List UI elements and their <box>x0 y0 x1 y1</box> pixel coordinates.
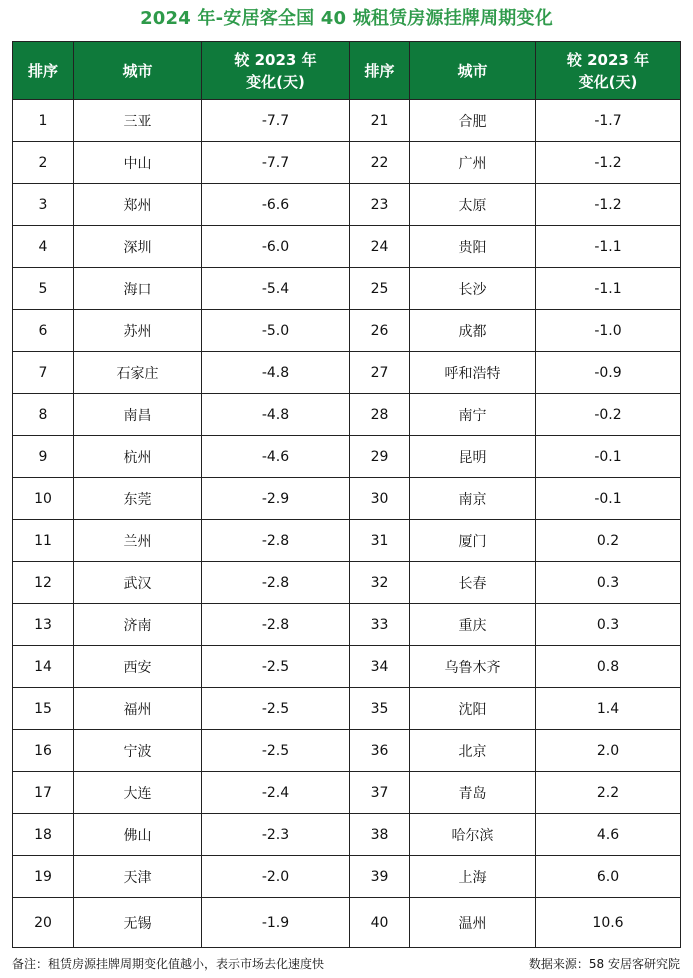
city-right-cell: 温州 <box>410 898 536 948</box>
city-right-cell: 上海 <box>410 856 536 898</box>
rank-left-cell: 13 <box>13 604 74 646</box>
change-left-cell: -2.0 <box>202 856 350 898</box>
city-right-cell: 长沙 <box>410 268 536 310</box>
header-change-line2: 变化(天) <box>246 72 305 91</box>
table-row <box>13 814 681 856</box>
change-right-cell: -0.1 <box>536 478 681 520</box>
rank-left-cell: 7 <box>13 352 74 394</box>
rank-right-cell: 37 <box>350 772 410 814</box>
rank-left-cell: 20 <box>13 898 74 948</box>
city-left-cell: 中山 <box>74 142 202 184</box>
rank-right-cell: 23 <box>350 184 410 226</box>
city-right-cell: 南宁 <box>410 394 536 436</box>
rank-right-cell: 31 <box>350 520 410 562</box>
change-left-cell: -2.5 <box>202 646 350 688</box>
table-row <box>13 520 681 562</box>
rank-right-cell: 33 <box>350 604 410 646</box>
city-right-cell: 哈尔滨 <box>410 814 536 856</box>
rank-right-cell: 25 <box>350 268 410 310</box>
change-right-cell: -0.2 <box>536 394 681 436</box>
rank-left-cell: 16 <box>13 730 74 772</box>
header-change-line1: 较 2023 年 <box>566 50 650 69</box>
change-left-cell: -2.3 <box>202 814 350 856</box>
change-left-cell: -2.9 <box>202 478 350 520</box>
header-city-right: 城市 <box>410 42 536 100</box>
rank-left-cell: 10 <box>13 478 74 520</box>
header-city-left: 城市 <box>74 42 202 100</box>
rank-left-cell: 15 <box>13 688 74 730</box>
change-left-cell: -2.5 <box>202 730 350 772</box>
change-left-cell: -4.8 <box>202 352 350 394</box>
change-right-cell: 2.0 <box>536 730 681 772</box>
city-right-cell: 南京 <box>410 478 536 520</box>
rank-right-cell: 39 <box>350 856 410 898</box>
table-row <box>13 142 681 184</box>
change-right-cell: -0.1 <box>536 436 681 478</box>
table-header-row <box>13 42 681 100</box>
rank-left-cell: 18 <box>13 814 74 856</box>
change-right-cell: 0.3 <box>536 604 681 646</box>
rank-right-cell: 28 <box>350 394 410 436</box>
table-row <box>13 436 681 478</box>
table-row <box>13 226 681 268</box>
change-right-cell: 2.2 <box>536 772 681 814</box>
city-left-cell: 大连 <box>74 772 202 814</box>
rank-right-cell: 38 <box>350 814 410 856</box>
rank-left-cell: 4 <box>13 226 74 268</box>
change-right-cell: 0.8 <box>536 646 681 688</box>
city-left-cell: 兰州 <box>74 520 202 562</box>
rank-right-cell: 32 <box>350 562 410 604</box>
change-left-cell: -2.8 <box>202 562 350 604</box>
change-left-cell: -5.4 <box>202 268 350 310</box>
rank-left-cell: 17 <box>13 772 74 814</box>
city-right-cell: 厦门 <box>410 520 536 562</box>
rank-left-cell: 9 <box>13 436 74 478</box>
change-left-cell: -2.8 <box>202 520 350 562</box>
change-left-cell: -7.7 <box>202 100 350 142</box>
city-left-cell: 西安 <box>74 646 202 688</box>
rank-right-cell: 26 <box>350 310 410 352</box>
change-left-cell: -2.8 <box>202 604 350 646</box>
rank-left-cell: 5 <box>13 268 74 310</box>
city-right-cell: 成都 <box>410 310 536 352</box>
city-left-cell: 东莞 <box>74 478 202 520</box>
table-row <box>13 562 681 604</box>
city-left-cell: 无锡 <box>74 898 202 948</box>
table-row <box>13 310 681 352</box>
header-rank-right: 排序 <box>350 42 410 100</box>
rank-left-cell: 3 <box>13 184 74 226</box>
table-row <box>13 478 681 520</box>
table-row <box>13 646 681 688</box>
city-left-cell: 宁波 <box>74 730 202 772</box>
city-right-cell: 昆明 <box>410 436 536 478</box>
table-row <box>13 604 681 646</box>
change-right-cell: 0.2 <box>536 520 681 562</box>
change-right-cell: -1.7 <box>536 100 681 142</box>
table-row <box>13 394 681 436</box>
rank-left-cell: 8 <box>13 394 74 436</box>
table-row <box>13 772 681 814</box>
rank-right-cell: 21 <box>350 100 410 142</box>
city-left-cell: 南昌 <box>74 394 202 436</box>
table-row <box>13 268 681 310</box>
rank-right-cell: 24 <box>350 226 410 268</box>
city-right-cell: 合肥 <box>410 100 536 142</box>
rank-right-cell: 36 <box>350 730 410 772</box>
rank-right-cell: 34 <box>350 646 410 688</box>
city-left-cell: 天津 <box>74 856 202 898</box>
rank-left-cell: 11 <box>13 520 74 562</box>
city-left-cell: 武汉 <box>74 562 202 604</box>
city-right-cell: 重庆 <box>410 604 536 646</box>
city-right-cell: 沈阳 <box>410 688 536 730</box>
city-right-cell: 乌鲁木齐 <box>410 646 536 688</box>
change-left-cell: -6.6 <box>202 184 350 226</box>
change-right-cell: 6.0 <box>536 856 681 898</box>
header-change-right <box>536 42 681 100</box>
city-right-cell: 北京 <box>410 730 536 772</box>
change-right-cell: -1.0 <box>536 310 681 352</box>
city-right-cell: 太原 <box>410 184 536 226</box>
city-left-cell: 济南 <box>74 604 202 646</box>
change-right-cell: 1.4 <box>536 688 681 730</box>
header-change-left <box>202 42 350 100</box>
city-left-cell: 佛山 <box>74 814 202 856</box>
city-left-cell: 三亚 <box>74 100 202 142</box>
change-right-cell: 0.3 <box>536 562 681 604</box>
change-right-cell: -1.1 <box>536 268 681 310</box>
city-left-cell: 石家庄 <box>74 352 202 394</box>
change-left-cell: -2.4 <box>202 772 350 814</box>
page-title: 2024 年-安居客全国 40 城租赁房源挂牌周期变化 <box>140 8 553 29</box>
rank-left-cell: 19 <box>13 856 74 898</box>
rank-left-cell: 1 <box>13 100 74 142</box>
city-right-cell: 呼和浩特 <box>410 352 536 394</box>
rental-listing-table <box>12 41 681 948</box>
table-row <box>13 898 681 948</box>
change-left-cell: -2.5 <box>202 688 350 730</box>
table-row <box>13 184 681 226</box>
city-right-cell: 贵阳 <box>410 226 536 268</box>
table-body <box>13 100 681 948</box>
rank-left-cell: 14 <box>13 646 74 688</box>
city-right-cell: 长春 <box>410 562 536 604</box>
rank-right-cell: 27 <box>350 352 410 394</box>
city-right-cell: 广州 <box>410 142 536 184</box>
change-left-cell: -5.0 <box>202 310 350 352</box>
table-row <box>13 688 681 730</box>
city-right-cell: 青岛 <box>410 772 536 814</box>
table-row <box>13 730 681 772</box>
change-right-cell: 10.6 <box>536 898 681 948</box>
change-left-cell: -7.7 <box>202 142 350 184</box>
change-right-cell: 4.6 <box>536 814 681 856</box>
change-left-cell: -1.9 <box>202 898 350 948</box>
city-left-cell: 郑州 <box>74 184 202 226</box>
rank-right-cell: 30 <box>350 478 410 520</box>
table-row <box>13 856 681 898</box>
change-left-cell: -6.0 <box>202 226 350 268</box>
rank-left-cell: 6 <box>13 310 74 352</box>
rank-left-cell: 12 <box>13 562 74 604</box>
city-left-cell: 杭州 <box>74 436 202 478</box>
rank-right-cell: 35 <box>350 688 410 730</box>
rank-right-cell: 29 <box>350 436 410 478</box>
city-left-cell: 深圳 <box>74 226 202 268</box>
rank-right-cell: 22 <box>350 142 410 184</box>
change-left-cell: -4.8 <box>202 394 350 436</box>
footer-source: 数据来源：58 安居客研究院 <box>528 957 680 971</box>
change-right-cell: -1.2 <box>536 142 681 184</box>
table-row <box>13 100 681 142</box>
change-left-cell: -4.6 <box>202 436 350 478</box>
table-row <box>13 352 681 394</box>
rank-left-cell: 2 <box>13 142 74 184</box>
footer-note: 备注：租赁房源挂牌周期变化值越小，表示市场去化速度快 <box>12 957 325 971</box>
city-left-cell: 福州 <box>74 688 202 730</box>
city-left-cell: 苏州 <box>74 310 202 352</box>
rank-right-cell: 40 <box>350 898 410 948</box>
change-right-cell: -0.9 <box>536 352 681 394</box>
header-change-line2: 变化(天) <box>578 72 638 91</box>
header-change-line1: 较 2023 年 <box>234 50 317 69</box>
change-right-cell: -1.1 <box>536 226 681 268</box>
change-right-cell: -1.2 <box>536 184 681 226</box>
city-left-cell: 海口 <box>74 268 202 310</box>
header-rank-left: 排序 <box>13 42 74 100</box>
